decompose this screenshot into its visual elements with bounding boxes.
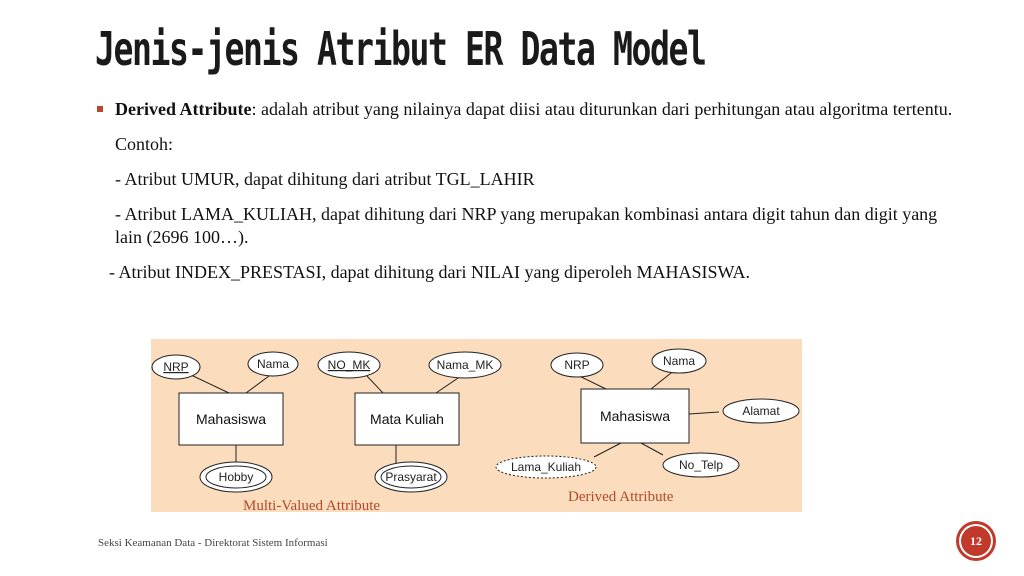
er-diagram bbox=[151, 339, 802, 512]
footer-text: Seksi Keamanan Data - Direktorat Sistem Informasi bbox=[98, 537, 328, 549]
left-er-group bbox=[152, 352, 298, 492]
square-bullet-icon bbox=[97, 106, 103, 112]
example-index-prestasi: - Atribut INDEX_PRESTASI, dapat dihitung dari NILAI yang diperoleh MAHASISWA. bbox=[109, 262, 750, 282]
bullet-term: Derived Attribute bbox=[115, 99, 252, 119]
caption-derived: Derived Attribute bbox=[568, 489, 674, 505]
attr-no-mk: NO_MK bbox=[327, 358, 371, 372]
bullet-definition: : adalah atribut yang nilainya dapat diisi atau diturunkan dari perhitungan atau algoritma tertentu. bbox=[251, 99, 953, 119]
contoh-label: Contoh: bbox=[115, 134, 174, 154]
example-lama-kuliah: - Atribut LAMA_KULIAH, dapat dihitung dari NRP yang merupakan kombinasi antara digit tahun dan digit yang lain (2696 100…). bbox=[115, 204, 938, 247]
example-umur: - Atribut UMUR, dapat dihitung dari atribut TGL_LAHIR bbox=[115, 169, 535, 189]
attr-nrp-right: NRP bbox=[564, 358, 590, 372]
slide-title: Jenis-jenis Atribut ER Data Model bbox=[95, 22, 706, 76]
slide-body bbox=[95, 98, 955, 284]
attr-hobby: Hobby bbox=[218, 470, 254, 484]
right-er-group bbox=[496, 349, 799, 478]
middle-er-group bbox=[318, 352, 501, 492]
entity-mahasiswa-left: Mahasiswa bbox=[195, 411, 267, 427]
entity-mata-kuliah: Mata Kuliah bbox=[370, 411, 444, 427]
entity-mahasiswa-right: Mahasiswa bbox=[599, 408, 671, 424]
attr-lama-kuliah: Lama_Kuliah bbox=[510, 460, 582, 474]
attr-no-telp: No_Telp bbox=[678, 458, 724, 472]
attr-alamat: Alamat bbox=[742, 404, 780, 418]
attr-nrp-left: NRP bbox=[163, 360, 189, 374]
attr-nama-mk: Nama_MK bbox=[436, 358, 494, 372]
attr-nama-right: Nama bbox=[662, 354, 696, 368]
caption-multivalued: Multi-Valued Attribute bbox=[243, 498, 381, 512]
page-number-badge: 12 bbox=[959, 524, 993, 558]
bullet-item bbox=[95, 98, 955, 121]
attr-nama-left: Nama bbox=[256, 357, 290, 371]
attr-prasyarat: Prasyarat bbox=[385, 470, 437, 484]
